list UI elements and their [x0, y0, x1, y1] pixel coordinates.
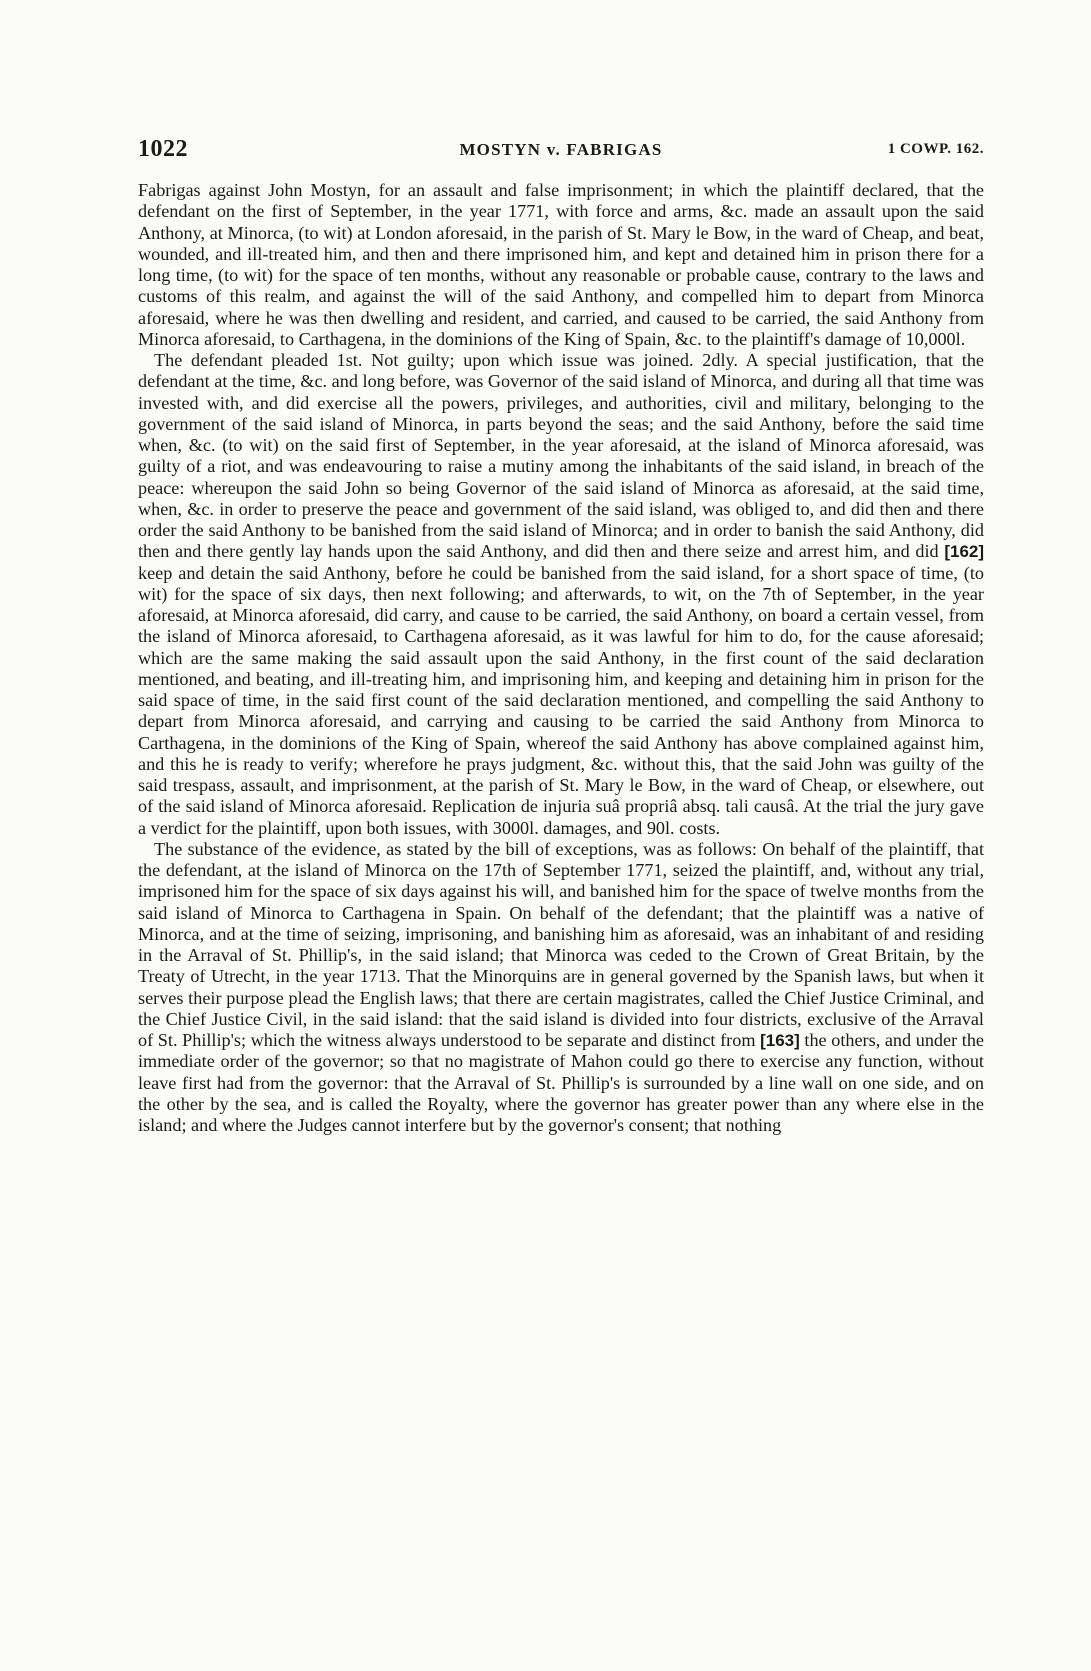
body-text — [138, 180, 984, 1136]
paragraph-1-text: Fabrigas against John Mostyn, for an assault and false imprisonment; in which the plaintiff declared, that the defendant on the first of September, in the year 1771, with force and arms, &c. made an assault upon the said Anthony, at Minorca, (to wit) at London aforesaid, in the parish of St. Mary le Bow, in the ward of Cheap, and beat, wounded, and ill-treated him, and then and there imprisoned him, and kept and detained him in prison there for a long time, (to wit) for the space of ten months, without any reasonable or probable cause, contrary to the laws and customs of this realm, and against the will of the said Anthony, and compelled him to depart from Minorca aforesaid, where he was then dwelling and resident, and carried, and caused to be carried, the said Anthony from Minorca aforesaid, to Carthagena, in the dominions of the King of Spain, &c. to the plaintiff's damage of 10,000l. — [138, 180, 984, 349]
page-number: 1022 — [138, 136, 188, 162]
page-marker-162: [162] — [944, 542, 985, 562]
paragraph-2 — [138, 350, 984, 839]
paragraph-2-text-b: keep and detain the said Anthony, before he could be banished from the said island, for a short space of time, (to wit) for the space of six days, then next following; and afterwards, to wit, on the 7th of September, in the year aforesaid, at Minorca aforesaid, did carry, and cause to be carried, the said Anthony, on board a certain vessel, from the island of Minorca aforesaid, to Carthagena aforesaid, as it was lawful for him to do, for the cause aforesaid; which are the same making the said assault upon the said Anthony, in the first count of the said declaration mentioned, and beating, and ill-treating him, and imprisoning him, and keeping and detaining him in prison for the said space of time, in the said first count of the said declaration mentioned, and compelling the said Anthony to depart from Minorca aforesaid, and carrying and causing to be carried the said Anthony from Minorca to Carthagena, in the dominions of the King of Spain, whereof the said Anthony has above complained against him, and this he is ready to verify; wherefore he prays judgment, &c. without this, that the said John was guilty of the said trespass, assault, and imprisonment, at the parish of St. Mary le Bow, in the ward of Cheap, or elsewhere, out of the said island of Minorca aforesaid. Replication de injuria suâ propriâ absq. tali causâ. At the trial the jury gave a verdict for the plaintiff, upon both issues, with 3000l. damages, and 90l. costs. — [138, 562, 984, 838]
page-header — [138, 136, 984, 166]
paragraph-1 — [138, 180, 984, 350]
paragraph-3-text-b: the others, and under the immediate order of the governor; so that no magistrate of Mahon could go there to exercise any function, without leave first had from the governor: that the Arraval of St. Phillip's is surrounded by a line wall on one side, and on the other by the sea, and is called the Royalty, where the governor has greater power than any where else in the island; and where the Judges cannot interfere but by the governor's consent; that nothing — [138, 1030, 984, 1135]
page-marker-163: [163] — [760, 1031, 800, 1050]
running-title: MOSTYN v. FABRIGAS — [459, 140, 663, 159]
report-citation: 1 COWP. 162. — [887, 141, 984, 157]
paragraph-2-text-a: The defendant pleaded 1st. Not guilty; upon which issue was joined. 2dly. A special justification, that the defendant at the time, &c. and long before, was Governor of the said island of Minorca, and during all that time was invested with, and did exercise all the powers, privileges, and authorities, civil and military, belonging to the government of the said island of Minorca, in parts beyond the seas; and the said Anthony, before the said time when, &c. (to wit) on the said first of September, in the year aforesaid, at the island of Minorca aforesaid, was guilty of a riot, and was endeavouring to raise a mutiny among the inhabitants of the said island, in breach of the peace: whereupon the said John so being Governor of the said island of Minorca as aforesaid, at the said time, when, &c. in order to preserve the peace and government of the said island, was obliged to, and did then and there order the said Anthony to be banished from the said island of Minorca; and in order to banish the said Anthony, did then and there gently lay hands upon the said Anthony, and did then and there seize and arrest him, and did — [138, 350, 984, 562]
paragraph-3 — [138, 839, 984, 1137]
paragraph-3-text-a: The substance of the evidence, as stated by the bill of exceptions, was as follows: On behalf of the plaintiff, that the defendant, at the island of Minorca on the 17th of September 1771, seized the plaintiff, and, without any trial, imprisoned him for the space of six days against his will, and banished him for the space of twelve months from the said island of Minorca to Carthagena in Spain. On behalf of the defendant; that the plaintiff was a native of Minorca, and at the time of seizing, imprisoning, and banishing him as aforesaid, was an inhabitant of and residing in the Arraval of St. Phillip's, in the said island; that Minorca was ceded to the Crown of Great Britain, by the Treaty of Utrecht, in the year 1713. That the Minorquins are in general governed by the Spanish laws, but when it serves their purpose plead the English laws; that there are certain magistrates, called the Chief Justice Criminal, and the Chief Justice Civil, in the said island: that the said island is divided into four districts, exclusive of the Arraval of St. Phillip's; which the witness always understood to be separate and distinct from — [138, 838, 984, 1050]
